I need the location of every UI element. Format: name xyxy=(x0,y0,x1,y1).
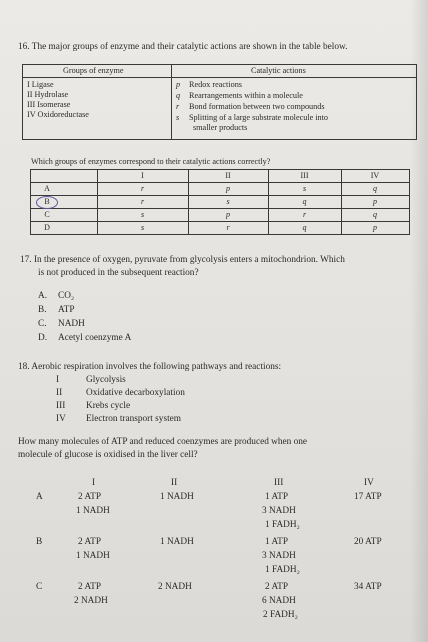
cell-III: 1 ATP xyxy=(265,537,288,547)
table-cell: r xyxy=(302,210,307,219)
action-text: Bond formation between two compounds xyxy=(189,102,325,111)
group-item: I Ligase xyxy=(27,80,54,89)
action-letter: q xyxy=(176,91,181,100)
table-cell: s xyxy=(226,197,230,206)
cell-I: 2 ATP xyxy=(78,537,101,547)
pathway-text: Krebs cycle xyxy=(86,401,131,411)
cell-IV: 20 ATP xyxy=(354,537,382,547)
cell-III: 1 FADH₂ xyxy=(265,520,300,530)
answer-options-table xyxy=(30,169,410,235)
option-label[interactable]: B. xyxy=(38,305,47,315)
table-cell: q xyxy=(373,210,377,219)
col-header: IV xyxy=(364,478,374,488)
action-text-cont: smaller products xyxy=(193,123,248,132)
col-header: II xyxy=(171,478,178,488)
option-label[interactable]: A xyxy=(44,184,50,193)
table-cell: p xyxy=(226,184,230,193)
cell-IV: 34 ATP xyxy=(354,582,382,592)
cell-IV: 17 ATP xyxy=(354,492,382,502)
action-letter: p xyxy=(176,80,181,89)
pen-circle-mark xyxy=(36,196,58,209)
pathway-text: Electron transport system xyxy=(86,414,182,424)
cell-III: 1 FADH₂ xyxy=(265,565,300,575)
table-cell: q xyxy=(302,223,307,232)
table-cell: p xyxy=(373,223,377,232)
option-label[interactable]: C xyxy=(44,210,50,219)
pathway-text: Glycolysis xyxy=(86,375,126,385)
option-text: CO₂ xyxy=(58,291,75,301)
table-cell: r xyxy=(226,223,230,232)
q18-question-line2: molecule of glucose is oxidised in the liver cell? xyxy=(18,450,198,460)
option-text: ATP xyxy=(58,305,75,315)
cell-III: 1 ATP xyxy=(265,492,288,502)
option-label[interactable]: D xyxy=(44,223,50,232)
cell-III: 6 NADH xyxy=(262,596,296,606)
table-cell: s xyxy=(302,184,307,193)
cell-II: 1 NADH xyxy=(160,492,194,502)
action-text: Redox reactions xyxy=(189,80,242,89)
header-actions: Catalytic actions xyxy=(251,66,306,75)
option-label[interactable]: A xyxy=(36,492,43,502)
q16-stem: 16. The major groups of enzyme and their catalytic actions are shown in the table below. xyxy=(18,42,348,52)
col-header: III xyxy=(300,171,309,180)
option-label[interactable]: B xyxy=(44,197,50,206)
pathway-num: II xyxy=(56,388,63,398)
header-groups: Groups of enzyme xyxy=(63,66,124,75)
cell-I: 2 ATP xyxy=(78,582,101,592)
q16-question: Which groups of enzymes correspond to their catalytic actions correctly? xyxy=(31,157,271,166)
col-header: I xyxy=(92,478,96,488)
pathway-text: Oxidative decarboxylation xyxy=(86,388,185,398)
q18-stem: 18. Aerobic respiration involves the following pathways and reactions: xyxy=(18,362,282,372)
col-header: III xyxy=(274,478,284,488)
option-text: NADH xyxy=(58,319,85,329)
option-label[interactable]: A. xyxy=(38,291,48,301)
col-header: II xyxy=(225,171,231,180)
cell-III: 3 NADH xyxy=(262,506,296,516)
pathway-num: III xyxy=(56,401,66,411)
pathway-num: I xyxy=(56,375,60,385)
option-label[interactable]: C xyxy=(36,582,43,592)
group-item: II Hydrolase xyxy=(27,90,69,99)
group-item: IV Oxidoreductase xyxy=(27,110,89,119)
cell-I: 2 NADH xyxy=(74,596,108,606)
q17-stem-line2: is not produced in the subsequent reaction? xyxy=(38,268,199,278)
option-text: Acetyl coenzyme A xyxy=(58,333,132,343)
col-header: I xyxy=(141,171,144,180)
cell-III: 2 ATP xyxy=(265,582,288,592)
cell-III: 2 FADH₂ xyxy=(263,610,298,620)
table-divider xyxy=(31,195,409,196)
table-cell: p xyxy=(373,197,377,206)
col-header: IV xyxy=(370,171,380,180)
table-cell: p xyxy=(226,210,230,219)
table-cell: s xyxy=(140,223,145,232)
cell-I: 1 NADH xyxy=(76,551,110,561)
option-label[interactable]: D. xyxy=(38,333,48,343)
q18-question-line1: How many molecules of ATP and reduced coenzymes are produced when one xyxy=(18,437,308,447)
cell-I: 2 ATP xyxy=(78,492,101,502)
cell-II: 1 NADH xyxy=(160,537,194,547)
q17-stem-line1: 17. In the presence of oxygen, pyruvate from glycolysis enters a mitochondrion. Which xyxy=(20,255,345,265)
table-divider xyxy=(31,182,409,183)
table-cell: r xyxy=(140,184,145,193)
option-label[interactable]: C. xyxy=(38,319,47,329)
table-divider xyxy=(23,77,416,78)
enzyme-groups-table xyxy=(22,64,417,140)
cell-III: 3 NADH xyxy=(262,551,296,561)
action-text: Rearrangements within a molecule xyxy=(189,91,303,100)
table-divider xyxy=(31,208,409,209)
table-cell: r xyxy=(140,197,145,206)
pathway-num: IV xyxy=(56,414,66,424)
group-item: III Isomerase xyxy=(27,100,71,109)
action-letter: s xyxy=(176,113,180,122)
table-cell: q xyxy=(373,184,377,193)
action-letter: r xyxy=(176,102,180,111)
table-cell: q xyxy=(302,197,307,206)
table-divider xyxy=(31,221,409,222)
action-text: Splitting of a large substrate molecule into xyxy=(189,113,329,122)
option-label[interactable]: B xyxy=(36,537,43,547)
cell-I: 1 NADH xyxy=(76,506,110,516)
cell-II: 2 NADH xyxy=(158,582,192,592)
table-cell: s xyxy=(140,210,145,219)
